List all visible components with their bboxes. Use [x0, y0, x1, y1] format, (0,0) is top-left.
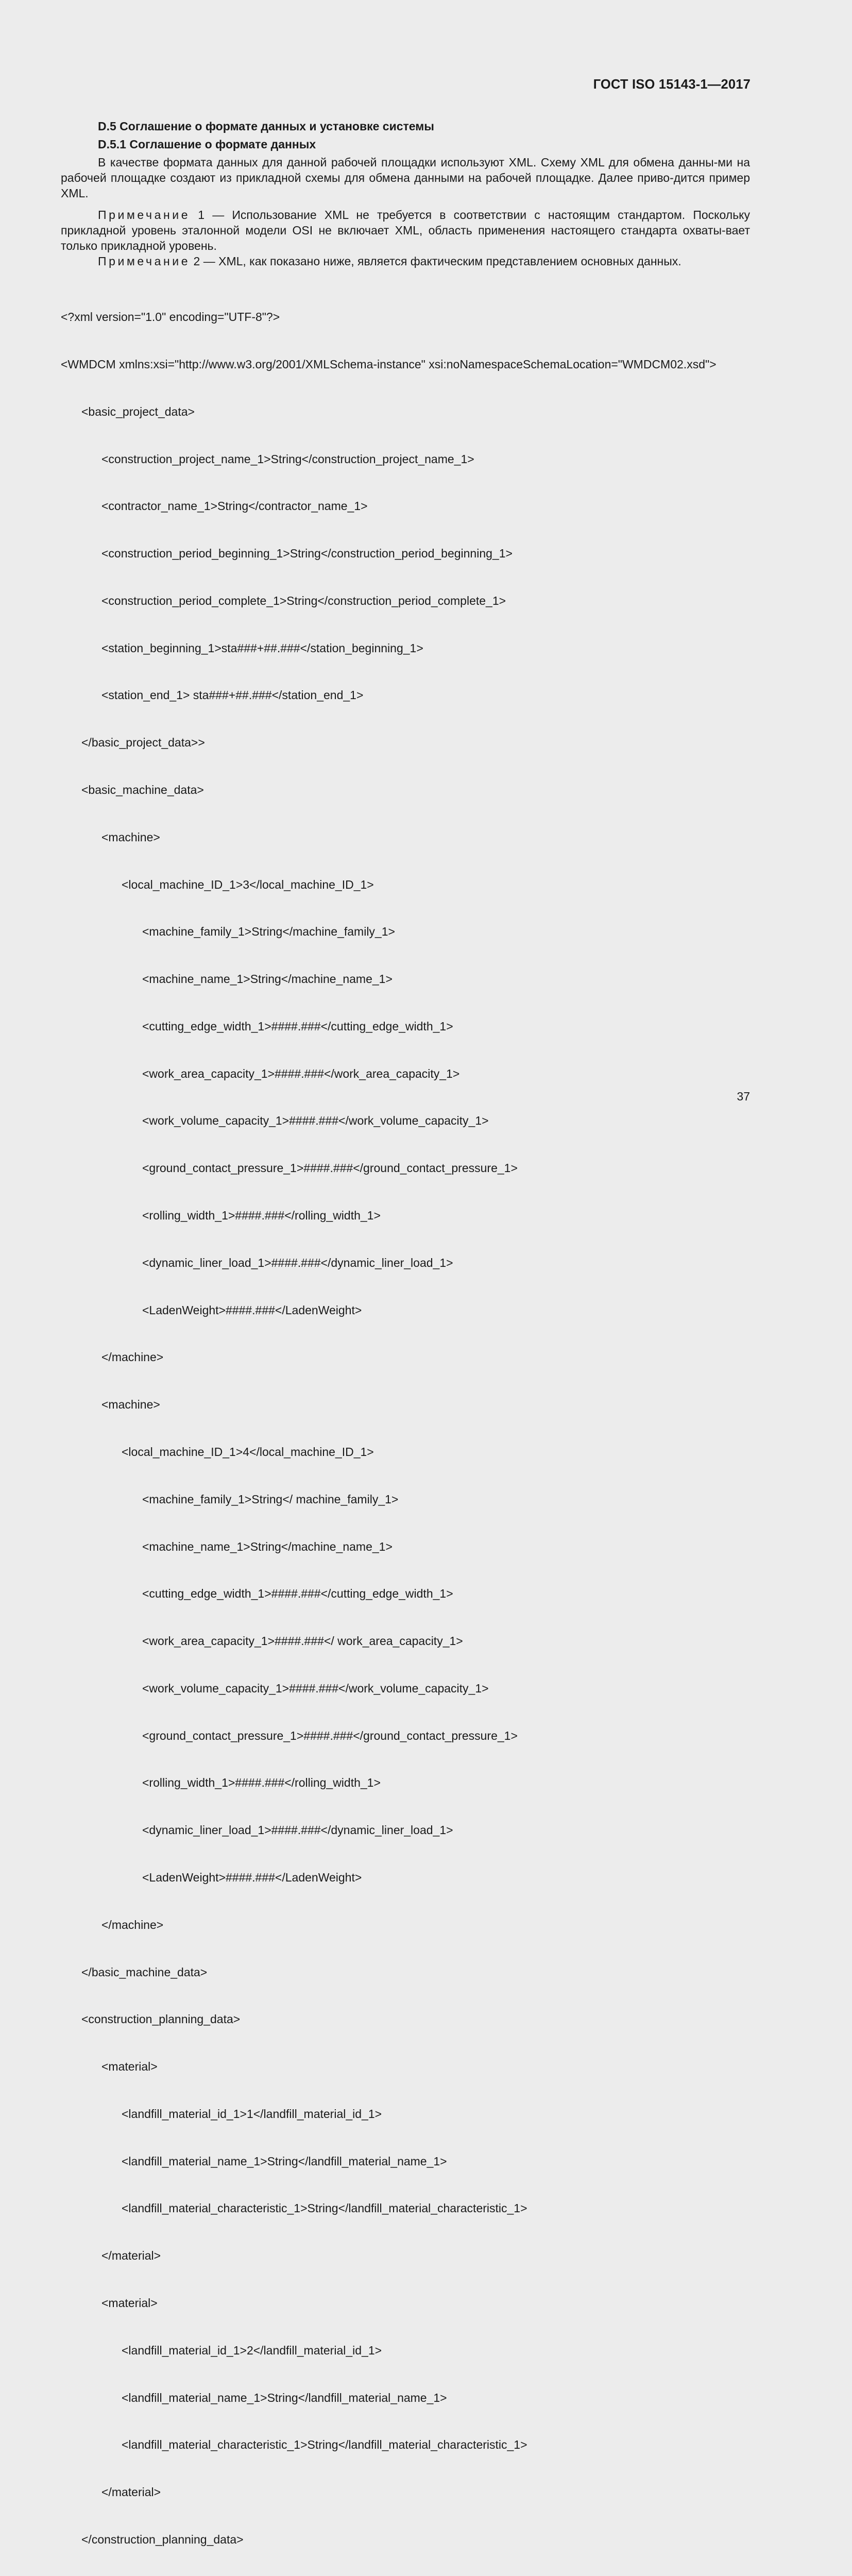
section-heading-d5: D.5 Соглашение о формате данных и установке системы [98, 120, 434, 133]
code-line: <construction_project_name_1>String</construction_project_name_1> [101, 452, 474, 466]
note-1 [61, 207, 750, 253]
code-line: <machine> [101, 830, 160, 844]
code-line: </material> [101, 2485, 161, 2499]
code-line: <contractor_name_1>String</contractor_name_1> [101, 499, 368, 513]
code-line: <rolling_width_1>####.###</rolling_width_1> [142, 1776, 381, 1790]
code-line: <material> [101, 2060, 158, 2074]
code-line: <work_volume_capacity_1>####.###</work_volume_capacity_1> [142, 1114, 489, 1128]
note-2-label: Примечание [98, 255, 191, 268]
code-line: <construction_period_beginning_1>String</construction_period_beginning_1> [101, 547, 513, 561]
code-line: </machine> [101, 1350, 164, 1364]
code-line: <landfill_material_characteristic_1>String</landfill_material_characteristic_1> [122, 2201, 527, 2215]
code-line: <local_machine_ID_1>4</local_machine_ID_1> [122, 1445, 374, 1459]
code-line: </construction_planning_data> [81, 2532, 244, 2546]
intro-paragraph: В качестве формата данных для данной рабочей площадки используют XML. Схему XML для обмена данны-ми на рабочей площадке создают из прикладной схемы для обмена данными на рабочей площадке. Далее приво-дится пример XML. [61, 156, 750, 200]
note-1-label: Примечание [98, 208, 191, 222]
standard-title: ГОСТ ISO 15143-1—2017 [593, 77, 751, 92]
code-line: <landfill_material_id_1>1</landfill_material_id_1> [122, 2107, 382, 2121]
code-line: </machine> [101, 1918, 164, 1931]
code-line: <work_area_capacity_1>####.###</work_area_capacity_1> [142, 1066, 460, 1080]
code-line: <LadenWeight>####.###</LadenWeight> [142, 1303, 362, 1317]
code-line: <ground_contact_pressure_1>####.###</ground_contact_pressure_1> [142, 1161, 518, 1175]
code-line: <LadenWeight>####.###</LadenWeight> [142, 1870, 362, 1884]
code-line: <basic_project_data> [81, 404, 195, 418]
code-line: </basic_project_data>> [81, 736, 205, 750]
note-1-text: 1 — Использование XML не требуется в соответствии с настоящим стандартом. Поскольку прикладной уровень эталонной модели OSI не включает XML, область применения настоящего стандарта охваты-вает только прикладной уровень. [61, 208, 750, 252]
code-line: <landfill_material_id_1>2</landfill_material_id_1> [122, 2343, 382, 2357]
section-heading-d51: D.5.1 Соглашение о формате данных [98, 138, 316, 151]
code-line: <construction_period_complete_1>String</construction_period_complete_1> [101, 594, 506, 607]
code-line: </material> [101, 2249, 161, 2263]
code-line: <station_beginning_1>sta###+##.###</station_beginning_1> [101, 641, 423, 655]
code-line: <machine> [101, 1398, 160, 1412]
code-line: <landfill_material_name_1>String</landfill_material_name_1> [122, 2154, 447, 2168]
code-line: <dynamic_liner_load_1>####.###</dynamic_liner_load_1> [142, 1256, 453, 1269]
code-line: <landfill_material_characteristic_1>String</landfill_material_characteristic_1> [122, 2438, 527, 2452]
code-line: <machine_name_1>String</machine_name_1> [142, 1539, 393, 1553]
code-line: <work_volume_capacity_1>####.###</work_volume_capacity_1> [142, 1681, 489, 1695]
code-line: </basic_machine_data> [81, 1965, 208, 1979]
code-line: <cutting_edge_width_1>####.###</cutting_edge_width_1> [142, 1587, 453, 1601]
page-content [61, 117, 750, 2576]
code-line: <?xml version="1.0" encoding="UTF-8"?> [61, 310, 280, 324]
code-line: <machine_family_1>String</ machine_family_1> [142, 1492, 399, 1506]
code-line: <landfill_material_name_1>String</landfill_material_name_1> [122, 2391, 447, 2404]
code-line: <machine_family_1>String</machine_family_1> [142, 925, 395, 939]
code-line: <WMDCM xmlns:xsi="http://www.w3.org/2001/XMLSchema-instance" xsi:noNamespaceSchemaLocation="WMDCM02.xsd"> [61, 357, 717, 371]
code-line: <local_machine_ID_1>3</local_machine_ID_1> [122, 877, 374, 891]
xml-code-listing [61, 278, 750, 2576]
note-2-text: 2 — XML, как показано ниже, является фактическим представлением основных данных. [190, 255, 681, 268]
code-line: <work_area_capacity_1>####.###</ work_area_capacity_1> [142, 1634, 463, 1648]
code-line: <construction_planning_data> [81, 2012, 241, 2026]
code-line: <machine_name_1>String</machine_name_1> [142, 972, 393, 986]
code-line: <basic_machine_data> [81, 783, 204, 796]
code-line: <material> [101, 2296, 158, 2310]
code-line: <dynamic_liner_load_1>####.###</dynamic_liner_load_1> [142, 1823, 453, 1837]
code-line: <station_end_1> sta###+##.###</station_end_1> [101, 688, 364, 702]
page-number: 37 [737, 1090, 750, 1103]
note-2 [61, 253, 750, 269]
code-line: <cutting_edge_width_1>####.###</cutting_edge_width_1> [142, 1019, 453, 1033]
code-line: <rolling_width_1>####.###</rolling_width_1> [142, 1209, 381, 1223]
code-line: <ground_contact_pressure_1>####.###</ground_contact_pressure_1> [142, 1728, 518, 1742]
